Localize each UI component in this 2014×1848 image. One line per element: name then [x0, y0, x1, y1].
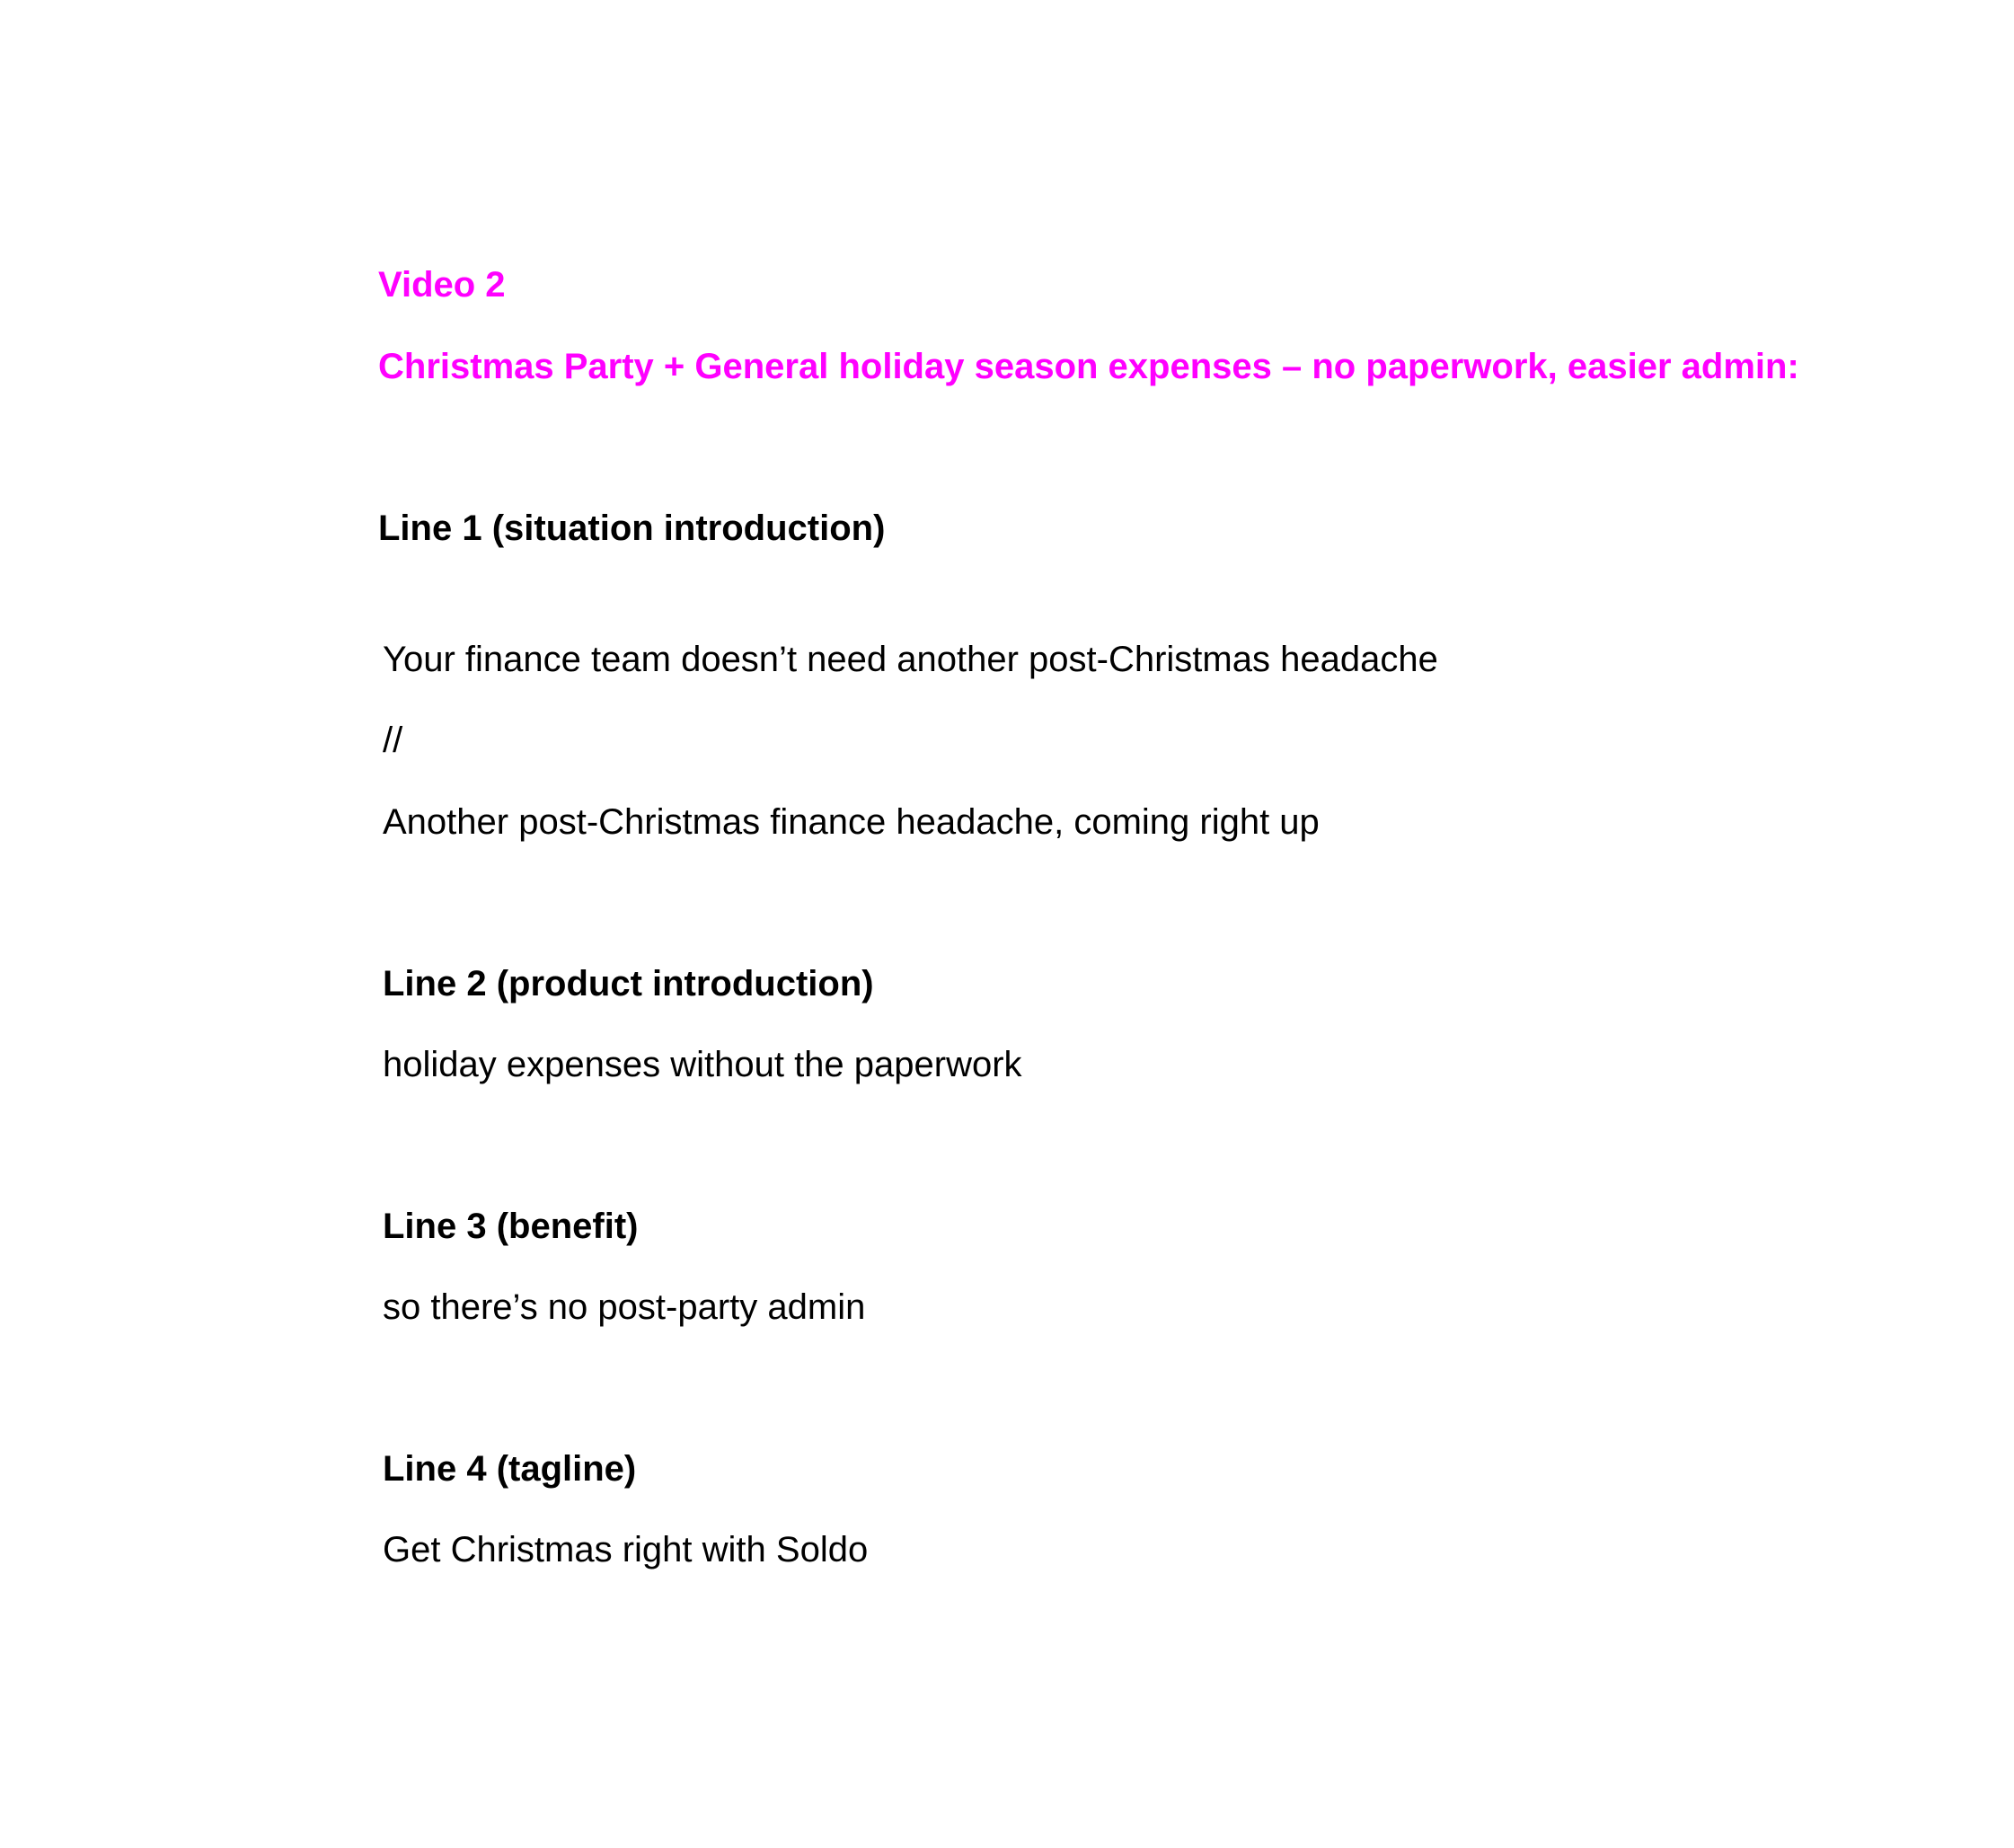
script-line-1-option-a: Your finance team doesn’t need another post-Christmas headache	[383, 640, 1438, 679]
section-heading-line-2: Line 2 (product introduction)	[383, 964, 874, 1004]
script-line-2: holiday expenses without the paperwork	[383, 1045, 1022, 1084]
option-separator: //	[383, 721, 403, 760]
section-heading-line-3: Line 3 (benefit)	[383, 1207, 639, 1246]
script-line-1-option-b: Another post-Christmas finance headache, coming right up	[383, 802, 1320, 842]
script-line-4: Get Christmas right with Soldo	[383, 1530, 869, 1569]
script-line-3: so there’s no post-party admin	[383, 1287, 866, 1327]
video-subtitle: Christmas Party + General holiday season expenses – no paperwork, easier admin:	[378, 347, 1799, 386]
video-title: Video 2	[378, 265, 506, 305]
section-heading-line-4: Line 4 (tagline)	[383, 1449, 637, 1489]
section-heading-line-1: Line 1 (situation introduction)	[378, 508, 886, 548]
